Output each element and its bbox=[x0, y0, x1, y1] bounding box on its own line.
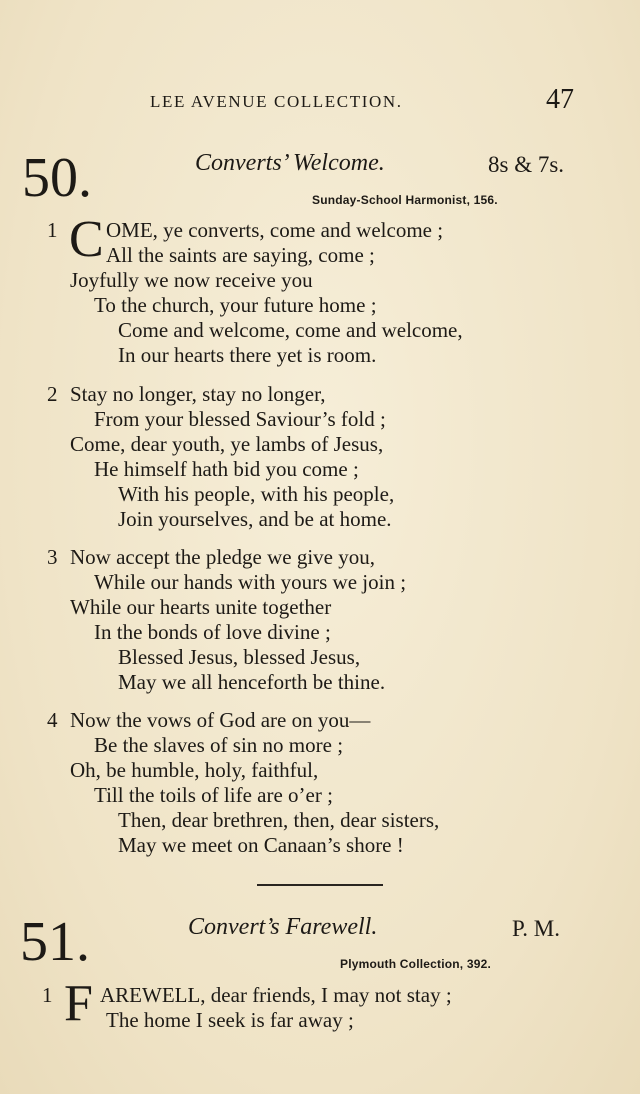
hymn-meter-50: 8s & 7s. bbox=[488, 152, 565, 177]
verse-line: To the church, your future home ; bbox=[94, 293, 377, 317]
verse-line: In the bonds of love divine ; bbox=[94, 620, 331, 644]
verse-number: 1 bbox=[42, 983, 53, 1007]
section-divider bbox=[257, 884, 383, 886]
verse-line: Now the vows of God are on you— bbox=[70, 708, 371, 732]
hymn-number-51: 51. bbox=[20, 911, 90, 973]
verse-line: Be the slaves of sin no more ; bbox=[94, 733, 344, 757]
verse-line: Joyfully we now receive you bbox=[70, 268, 313, 292]
verse-line: Then, dear brethren, then, dear sisters, bbox=[118, 808, 440, 832]
hymn-source-51: Plymouth Collection, 392. bbox=[340, 957, 492, 971]
verse-line: In our hearts there yet is room. bbox=[118, 343, 377, 367]
verse-line: OME, ye converts, come and welcome ; bbox=[106, 218, 444, 242]
page-number: 47 bbox=[546, 84, 574, 115]
verse-line: Blessed Jesus, blessed Jesus, bbox=[118, 645, 361, 669]
verse-number: 3 bbox=[47, 545, 58, 569]
verse-line: From your blessed Saviour’s fold ; bbox=[94, 407, 386, 431]
drop-cap: C bbox=[69, 211, 104, 268]
verse-line: AREWELL, dear friends, I may not stay ; bbox=[100, 983, 452, 1007]
drop-cap: F bbox=[64, 975, 93, 1032]
hymn-number-50: 50. bbox=[22, 147, 92, 209]
verse-number: 1 bbox=[47, 218, 58, 242]
verse-line: Oh, be humble, holy, faithful, bbox=[70, 758, 319, 782]
verse-line: With his people, with his people, bbox=[118, 482, 395, 506]
hymn-meter-51: P. M. bbox=[512, 916, 560, 941]
verse-line: May we all henceforth be thine. bbox=[118, 670, 386, 694]
verse-line: The home I seek is far away ; bbox=[106, 1008, 354, 1032]
hymn-title-51: Convert’s Farewell. bbox=[188, 914, 378, 940]
verse-number: 2 bbox=[47, 382, 58, 406]
verse-line: Till the toils of life are o’er ; bbox=[94, 783, 333, 807]
verse-line: While our hands with yours we join ; bbox=[94, 570, 407, 594]
verse-line: While our hearts unite together bbox=[70, 595, 332, 619]
verse-line: May we meet on Canaan’s shore ! bbox=[118, 833, 404, 857]
verse-line: Come and welcome, come and welcome, bbox=[118, 318, 463, 342]
verse-line: Join yourselves, and be at home. bbox=[118, 507, 392, 531]
verse-line: Now accept the pledge we give you, bbox=[70, 545, 375, 569]
hymn-title-50: Converts’ Welcome. bbox=[195, 150, 385, 176]
running-title: LEE AVENUE COLLECTION. bbox=[150, 92, 403, 111]
verse-line: All the saints are saying, come ; bbox=[106, 243, 375, 267]
verse-line: Come, dear youth, ye lambs of Jesus, bbox=[70, 432, 384, 456]
verse-line: Stay no longer, stay no longer, bbox=[70, 382, 326, 406]
hymn-source-50: Sunday-School Harmonist, 156. bbox=[312, 193, 498, 207]
verse-line: He himself hath bid you come ; bbox=[94, 457, 359, 481]
verse-number: 4 bbox=[47, 708, 58, 732]
